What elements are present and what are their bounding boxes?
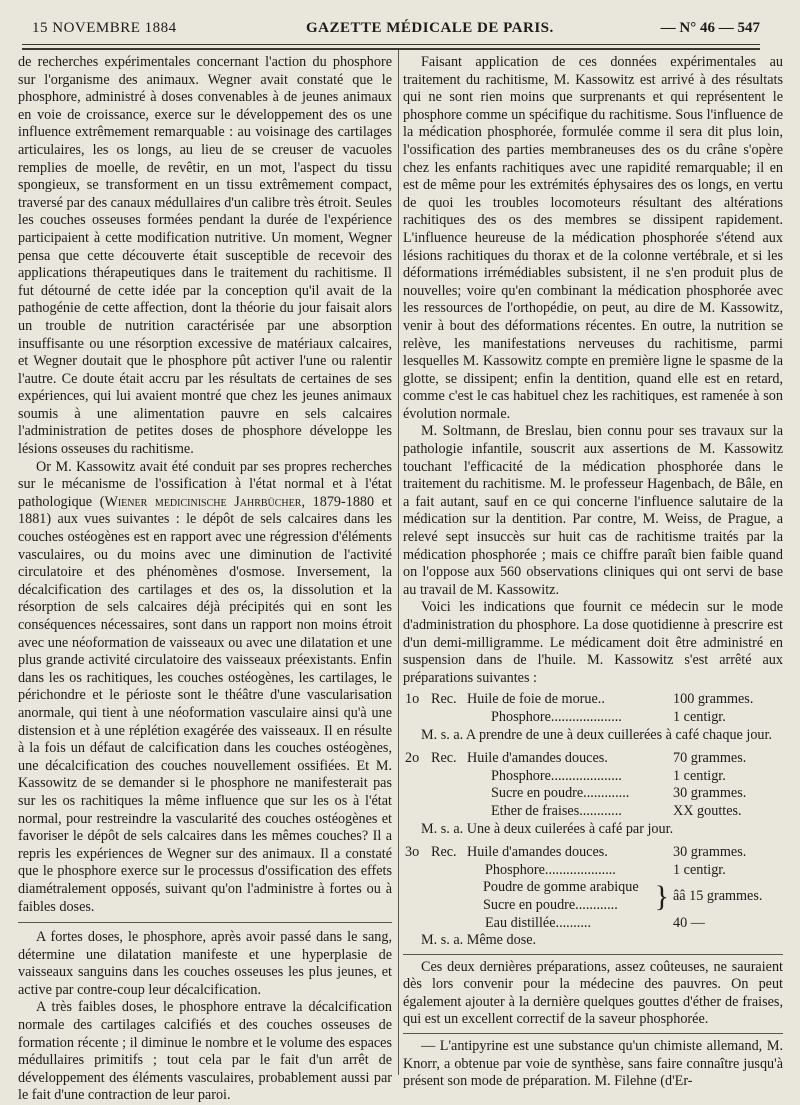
section-divider xyxy=(403,954,783,955)
prescription-line xyxy=(403,750,783,768)
column-separator xyxy=(398,50,399,1075)
quantity: 1 centigr. xyxy=(673,861,726,878)
prescription-note: M. s. a. Même dose. xyxy=(421,932,537,949)
ingredient: Phosphore.................... xyxy=(491,708,622,725)
prescription-brace-group xyxy=(403,879,783,914)
prescription-number: 1o xyxy=(405,691,420,708)
ingredient: Huile de foie de morue.. xyxy=(467,691,605,708)
ingredient: Phosphore.................... xyxy=(485,861,616,878)
paragraph: A très faibles doses, le phosphore entrave la décalcification normale des cartilages calcifiés et des couches osseuses de formation récente ; il diminue le nombre et le volume des espaces médullaires primitifs ; tout cela par le fait d'un arrêt de développement des éléments vasculaires, probablement aussi par le fait d'une contraction de leur paroi. xyxy=(18,999,392,1104)
ingredient: Sucre en poudre............. xyxy=(491,785,630,802)
ingredient: Phosphore.................... xyxy=(491,767,622,784)
brace-symbol: } xyxy=(654,879,669,913)
quantity: 1 centigr. xyxy=(673,708,726,725)
prescription-rec: Rec. xyxy=(431,691,457,708)
ingredient: Ether de fraises............ xyxy=(491,802,622,819)
ingredient: Sucre en poudre............ xyxy=(483,896,618,913)
quantity: ââ 15 grammes. xyxy=(673,888,763,905)
issue-date: 15 NOVEMBRE 1884 xyxy=(32,20,177,36)
quantity: 1 centigr. xyxy=(673,767,726,784)
prescription-line xyxy=(403,915,783,933)
ingredient: Huile d'amandes douces. xyxy=(467,844,608,861)
ingredient: Eau distillée.......... xyxy=(485,914,591,931)
prescription-rec: Rec. xyxy=(431,844,457,861)
prescription-1 xyxy=(403,691,783,744)
paragraph: de recherches expérimentales concernant l'action du phosphore sur l'organisme des animaux. Wegner avait constaté que le phosphore, administré à doses convenables à de jeunes animaux en voie de croissance, exerce sur le développement des os une influence extrêmement remarquable : au voisinage des cartilages articulaires, les os longs, au lieu de se creuser de vacuoles remplies de moelle, de revêtir, en un mot, l'aspect du tissu spongieux, se transforment en un tissu extrêmement compact, traversé par des canaux médullaires d'un calibre très étroit. Seules les couches osseuses formées pendant la durée de l'expérience participaient à cette modification nutritive. Un moment, Wegner pensa que cette découverte était susceptible de recevoir des applications thérapeutiques dans le traitement du rachitisme. Il fut détourné de cette idée par la conception qu'il avait de la pathogénie de cette affection, dont la théorie du jour faisait alors un trouble de nutrition caractérisée par une absorption insuffisante ou une résorption excessive de matériaux calcaires, et Wegner doutait que le phosphore pût activer l'une ou ralentir l'autre. Ce doute était accru par les résultats de certaines de ses expériences, qui lui avaient montré que chez les jeunes animaux soumis à une alimentation pauvre en sels calcaires l'administration de petites doses de phosphore développe les lésions osseuses du rachitisme. xyxy=(18,54,392,458)
paragraph: Voici les indications que fournit ce médecin sur le mode d'administration du phosphore. La dose quotidienne à prescrire est d'un demi-milligramme. Le médicament doit être administré en suspension dans de l'huile. M. Kassowitz s'est arrêté aux préparations suivantes : xyxy=(403,599,783,686)
section-divider xyxy=(18,922,392,923)
journal-title: GAZETTE MÉDICALE DE PARIS. xyxy=(306,20,554,36)
quantity: 40 — xyxy=(673,914,705,931)
prescription-line xyxy=(403,709,783,727)
right-column xyxy=(403,54,783,1091)
quantity: 70 grammes. xyxy=(673,750,747,767)
ingredient: Poudre de gomme arabique xyxy=(483,879,639,896)
paragraph: — L'antipyrine est une substance qu'un chimiste allemand, M. Knorr, a obtenue par voie de synthèse, sans faire connaître jusqu'à présent son mode de préparation. M. Filehne (d'Er- xyxy=(403,1038,783,1090)
left-column xyxy=(18,54,392,1105)
paragraph: Faisant application de ces données expérimentales au traitement du rachitisme, M. Kassowitz est arrivé à des résultats qui ne sont rien moins que surprenants et qui représentent le phosphore comme un spécifique du rachitisme. Sous l'influence de la médication phosphorée, formulée comme il sera dit plus loin, l'ossification des parties membraneuses des os du crâne s'opère chez les enfants rachitiques avec une rapidité remarquable; il en est de même pour les extrémités éphysaires des os longs, en vertu de quoi les troubles locomoteurs résultant des altérations rachitiques des os des membres se dissipent rapidement. L'influence heureuse de la médication phosphorée s'étend aux lésions rachitiques du thorax et de la colonne vertébrale, et si les déformations irrémédiables subsistent, il ne s'en produit plus de nouvelles; voire qu'en combinant la médication phosphorée avec les ressources de l'orthopédie, on peut, au dire de M. Kassowitz, venir à bout des déformations récentes. En outre, la nutrition se relève, les manifestations nerveuses du rachitisme, parmi lesquelles M. Kassowitz compte en première ligne le spasme de la glotte, se dissipent; enfin la dentition, quand elle est en retard, comme c'est le cas habituel chez les rachitiques, est ramenée à son évolution normale. xyxy=(403,54,783,422)
prescription-line xyxy=(403,768,783,786)
paragraph xyxy=(18,459,392,916)
paragraph: M. Soltmann, de Breslau, bien connu pour ses travaux sur la pathologie infantile, souscrit aux assertions de M. Kassowitz touchant l'efficacité de la médication phosphorée dans le traitement du rachitisme. M. le professeur Hagenbach, de Bâle, en a fait autant, sauf en ce qui concerne l'influence salutaire de la médication sur la dentition. Par contre, M. Weiss, de Prague, a relevé sept insuccès sur huit cas de rachitisme traités par la médication phosphorée ; mais ce chiffre paraît bien faible quand on l'oppose aux 560 observations cliniques qui ont servi de base au travail de M. Kassowitz. xyxy=(403,423,783,598)
prescription-rec: Rec. xyxy=(431,750,457,767)
quantity: 100 grammes. xyxy=(673,691,754,708)
prescription-note: M. s. a. Une à deux cuilerées à café par jour. xyxy=(421,820,674,837)
paragraph: Ces deux dernières préparations, assez coûteuses, ne sauraient dès lors convenir pour la médecine des pauvres. On peut également ajouter à la dernière quelques gouttes d'éther de fraises, qui est un excellent correctif de la saveur phosphorée. xyxy=(403,958,783,1028)
prescription-2 xyxy=(403,750,783,838)
prescription-number: 2o xyxy=(405,750,420,767)
prescription-line xyxy=(403,862,783,880)
ingredient: Huile d'amandes douces. xyxy=(467,750,608,767)
prescription-note: M. s. a. A prendre de une à deux cuillerées à café chaque jour. xyxy=(421,726,772,743)
prescription-number: 3o xyxy=(405,844,420,861)
prescription-line xyxy=(403,803,783,821)
text-run: , 1879-1880 et 1881) aux vues suivantes : le dépôt de sels calcaires dans les couches ostéogènes est en rapport avec une régression d'éléments vasculaires, ou du moins avec une diminution de l'activité circulatoire et des phénomènes d'osmose. Inversement, la décalcification des cartilages et des os, la dissolution et la résorption de sels calcaires déjà précipités qui en sont les conséquences nécessaires, sont dans un rapport non moins étroit avec une néoformation de vaisseaux ou avec une dilatation et une plus grande activité circulatoire des vaisseaux préexistants. Enfin dans les os rachitiques, les couches ostéogènes, les cartilages, le périchondre et le périoste sont le théâtre d'une vascularisation anormale, qui tient à une néoformation vasculaire ainsi qu'à une distension et à une réplétion exagérée des vaisseaux. Il en résulte à la fois un défaut de calcification dans les couches ostéogènes, une décalcification des couches nouvellement ossifiées. Et M. Kassowitz de se demander si le phosphore ne manifesterait pas sur les os rachitiques la même influence que sur les os à l'état normal, pour restreindre la vascularité des couches ostéogènes et favoriser le dépôt de sels calcaires dans les mêmes couches? Il a repris les expériences de Wegner sur des animaux. Il a constaté que le phosphore exerce sur le processus d'ossification des effets diamétralement opposés, suivant qu'on l'administre à fortes ou à faibles doses. xyxy=(18,493,392,915)
prescription-line xyxy=(403,785,783,803)
header-rule-thick xyxy=(22,48,760,50)
quantity: 30 grammes. xyxy=(673,844,747,861)
issue-page-number: — N° 46 — 547 xyxy=(660,20,760,36)
page-header xyxy=(22,14,760,42)
section-divider xyxy=(403,1033,783,1034)
text-run: Or M. Kassowitz avait été conduit par ses propres recherches sur le mécanisme de l'ossification à l'état normal et à l'état pathologique ( xyxy=(18,458,392,510)
paragraph: A fortes doses, le phosphore, après avoir passé dans le sang, détermine une dilatation manifeste et une hyperplasie de vaisseaux sanguins dans les couches osseuses les plus jeunes, et active par contre-coup leur décalcification. xyxy=(18,929,392,998)
prescription-line xyxy=(403,691,783,709)
header-rule xyxy=(22,44,760,45)
quantity: XX gouttes. xyxy=(673,802,742,819)
journal-citation: Wiener medicinische Jahrbücher xyxy=(104,493,302,510)
brace-items xyxy=(465,879,655,914)
quantity: 30 grammes. xyxy=(673,785,747,802)
prescription-line xyxy=(403,844,783,862)
prescription-3 xyxy=(403,844,783,950)
